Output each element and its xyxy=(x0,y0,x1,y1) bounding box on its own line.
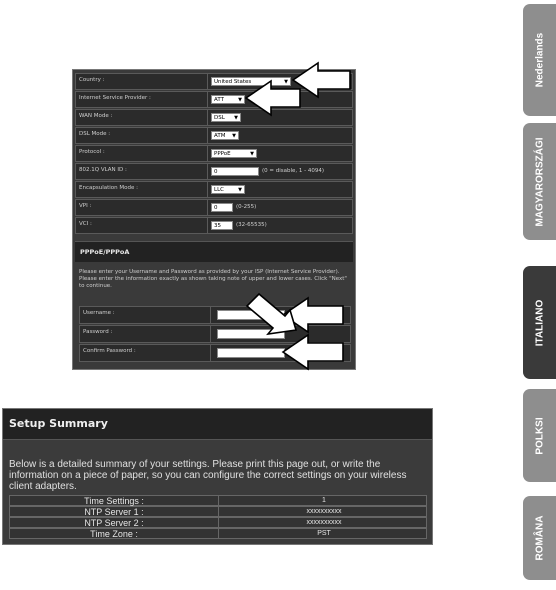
chevron-down-icon: ▼ xyxy=(238,187,242,193)
summary-value: xxxxxxxxxx xyxy=(306,508,342,515)
confirm-password-label: Confirm Password : xyxy=(83,348,136,354)
vpi-label: VPI : xyxy=(79,203,92,209)
left-arrow-icon xyxy=(293,63,350,97)
tab-magyarorszagi[interactable]: MAGYARORSZÁGI xyxy=(523,123,556,240)
protocol-label: Protocol : xyxy=(79,149,105,155)
tab-romana[interactable]: ROMÂNA xyxy=(523,496,556,580)
setup-summary-description: Below is a detailed summary of your settings. Please print this page out, or write the information on a piece of paper, so you can configure the correct settings on your wireless client adapters. xyxy=(9,459,407,492)
pppoe-description: Please enter your Username and Password as provided by your ISP (Internet Service Provider). Please enter the information exactly as shown taking note of upper and lower cases. Click "Next" to continue. xyxy=(79,269,347,289)
wan-mode-select[interactable]: DSL ▼ xyxy=(211,113,241,122)
chevron-down-icon: ▼ xyxy=(234,115,238,121)
setup-summary-header xyxy=(3,409,432,440)
table-row xyxy=(9,528,427,539)
left-arrow-icon xyxy=(283,335,343,369)
country-label: Country : xyxy=(79,77,105,83)
username-label: Username : xyxy=(83,310,115,316)
pppoe-section-title: PPPoE/PPPoA xyxy=(80,248,130,256)
chevron-down-icon: ▼ xyxy=(284,79,288,85)
summary-value: PST xyxy=(317,530,331,537)
table-row xyxy=(9,495,427,506)
protocol-select[interactable]: PPPoE ▼ xyxy=(211,149,257,158)
summary-value: 1 xyxy=(322,497,326,504)
dsl-mode-select[interactable]: ATM ▼ xyxy=(211,131,239,140)
summary-label: Time Settings : xyxy=(84,496,144,506)
encapsulation-label: Encapsulation Mode : xyxy=(79,185,138,191)
vci-input[interactable]: 35 xyxy=(211,221,233,230)
vpi-input[interactable]: 0 xyxy=(211,203,233,212)
chevron-down-icon: ▼ xyxy=(238,97,242,103)
chevron-down-icon: ▼ xyxy=(232,133,236,139)
summary-label: Time Zone : xyxy=(90,529,138,539)
setup-summary-panel xyxy=(2,408,433,545)
isp-select[interactable]: ATT ▼ xyxy=(211,95,245,104)
vlan-id-hint: (0 = disable, 1 - 4094) xyxy=(262,168,325,174)
vlan-id-input[interactable]: 0 xyxy=(211,167,259,176)
wan-mode-label: WAN Mode : xyxy=(79,113,113,119)
diagonal-arrow-icon xyxy=(247,294,296,334)
password-label: Password : xyxy=(83,329,113,335)
chevron-down-icon: ▼ xyxy=(250,151,254,157)
encapsulation-select[interactable]: LLC ▼ xyxy=(211,185,245,194)
tab-nederlands[interactable]: Nederlands xyxy=(523,4,556,116)
vlan-id-label: 802.1Q VLAN ID : xyxy=(79,167,127,173)
left-arrow-icon xyxy=(246,81,300,115)
vci-label: VCI : xyxy=(79,221,92,227)
country-select[interactable]: United States ▼ xyxy=(211,77,291,86)
dsl-mode-label: DSL Mode : xyxy=(79,131,111,137)
isp-label: Internet Service Provider : xyxy=(79,95,151,101)
vci-hint: (32-65535) xyxy=(236,222,267,228)
summary-label: NTP Server 1 : xyxy=(84,507,144,517)
summary-label: NTP Server 2 : xyxy=(84,518,144,528)
table-row xyxy=(9,517,427,528)
tab-italiano[interactable]: ITALIANO xyxy=(523,266,556,379)
summary-value: xxxxxxxxxx xyxy=(306,519,342,526)
setup-summary-title: Setup Summary xyxy=(9,417,108,430)
tab-polksi[interactable]: POLKSI xyxy=(523,389,556,482)
table-row xyxy=(9,506,427,517)
vpi-hint: (0-255) xyxy=(236,204,257,210)
